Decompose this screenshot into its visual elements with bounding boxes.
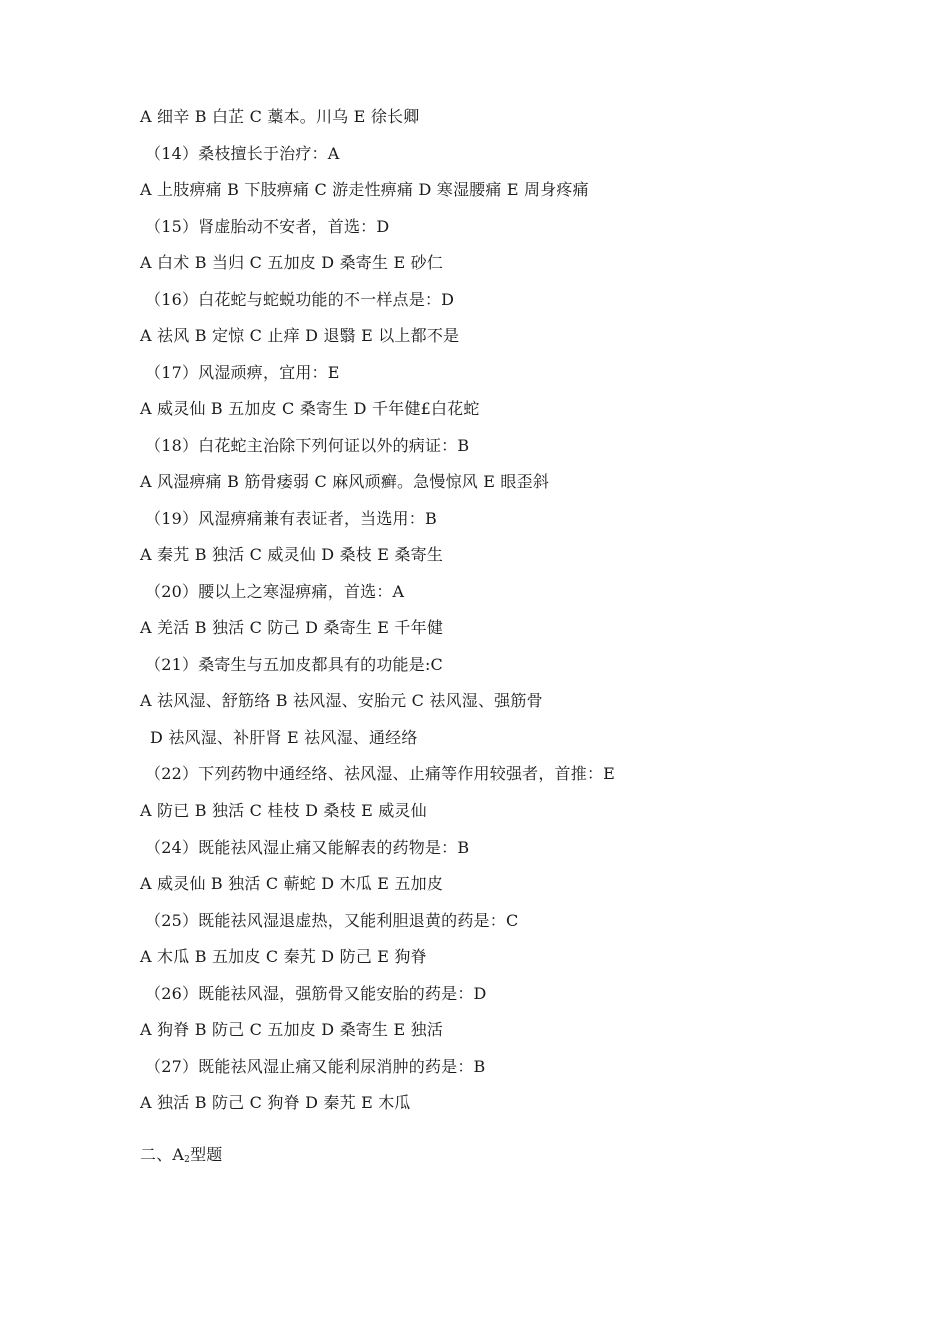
- question-line: （14）桑枝擅长于治疗：A: [145, 144, 340, 163]
- option-line: A 狗脊 B 防己 C 五加皮 D 桑寄生 E 独活: [140, 1020, 444, 1039]
- option-line: A 秦艽 B 独活 C 威灵仙 D 桑枝 E 桑寄生: [140, 545, 444, 564]
- option-line: A 防已 B 独活 C 桂枝 D 桑枝 E 威灵仙: [140, 801, 427, 820]
- option-line: A 羌活 B 独活 C 防己 D 桑寄生 E 千年健: [140, 618, 444, 637]
- question-line: （25）既能祛风湿退虚热，又能利胆退黄的药是：C: [145, 911, 519, 930]
- question-line: （19）风湿痹痛兼有表证者，当选用：B: [145, 509, 437, 528]
- question-line: （21）桑寄生与五加皮都具有的功能是:C: [145, 655, 443, 674]
- question-line: （26）既能祛风湿，强筋骨又能安胎的药是：D: [145, 984, 487, 1003]
- question-line: （16）白花蛇与蛇蜕功能的不一样点是：D: [145, 290, 455, 309]
- option-line: A 木瓜 B 五加皮 C 秦艽 D 防己 E 狗脊: [140, 947, 427, 966]
- option-line: A 独活 B 防己 C 狗脊 D 秦艽 E 木瓜: [140, 1093, 411, 1112]
- section-heading-subscript: 2: [184, 1155, 191, 1165]
- question-line: （24）既能祛风湿止痛又能解表的药物是：B: [145, 838, 470, 857]
- option-line: A 威灵仙 B 五加皮 C 桑寄生 D 千年健£白花蛇: [140, 399, 480, 418]
- option-line: A 祛风 B 定惊 C 止痒 D 退翳 E 以上都不是: [140, 326, 460, 345]
- question-line: （18）白花蛇主治除下列何证以外的病证：B: [145, 436, 470, 455]
- question-line: （20）腰以上之寒湿痹痛，首选：A: [145, 582, 405, 601]
- option-line: A 白术 B 当归 C 五加皮 D 桑寄生 E 砂仁: [140, 253, 444, 272]
- question-line: （15）肾虚胎动不安者，首选：D: [145, 217, 390, 236]
- option-line: A 上肢痹痛 B 下肢痹痛 C 游走性痹痛 D 寒湿腰痛 E 周身疼痛: [140, 180, 589, 199]
- section-heading-prefix: 二、A: [140, 1145, 185, 1164]
- option-line: A 威灵仙 B 独活 C 蕲蛇 D 木瓜 E 五加皮: [140, 874, 444, 893]
- question-line: （27）既能祛风湿止痛又能利尿消肿的药是：B: [145, 1057, 486, 1076]
- section-heading: [140, 1145, 223, 1170]
- section-heading-suffix: 型题: [190, 1145, 223, 1164]
- option-line: D 祛风湿、补肝肾 E 祛风湿、通经络: [150, 728, 418, 747]
- question-line: （22）下列药物中通经络、祛风湿、止痛等作用较强者，首推：E: [145, 764, 616, 783]
- option-line: A 细辛 B 白芷 C 藁本。川乌 E 徐长卿: [140, 107, 420, 126]
- option-line: A 风湿痹痛 B 筋骨痿弱 C 麻风顽癣。急慢惊风 E 眼歪斜: [140, 472, 550, 491]
- question-line: （17）风湿顽痹，宜用：E: [145, 363, 340, 382]
- option-line: A 祛风湿、舒筋络 B 祛风湿、安胎元 C 祛风湿、强筋骨: [140, 691, 543, 710]
